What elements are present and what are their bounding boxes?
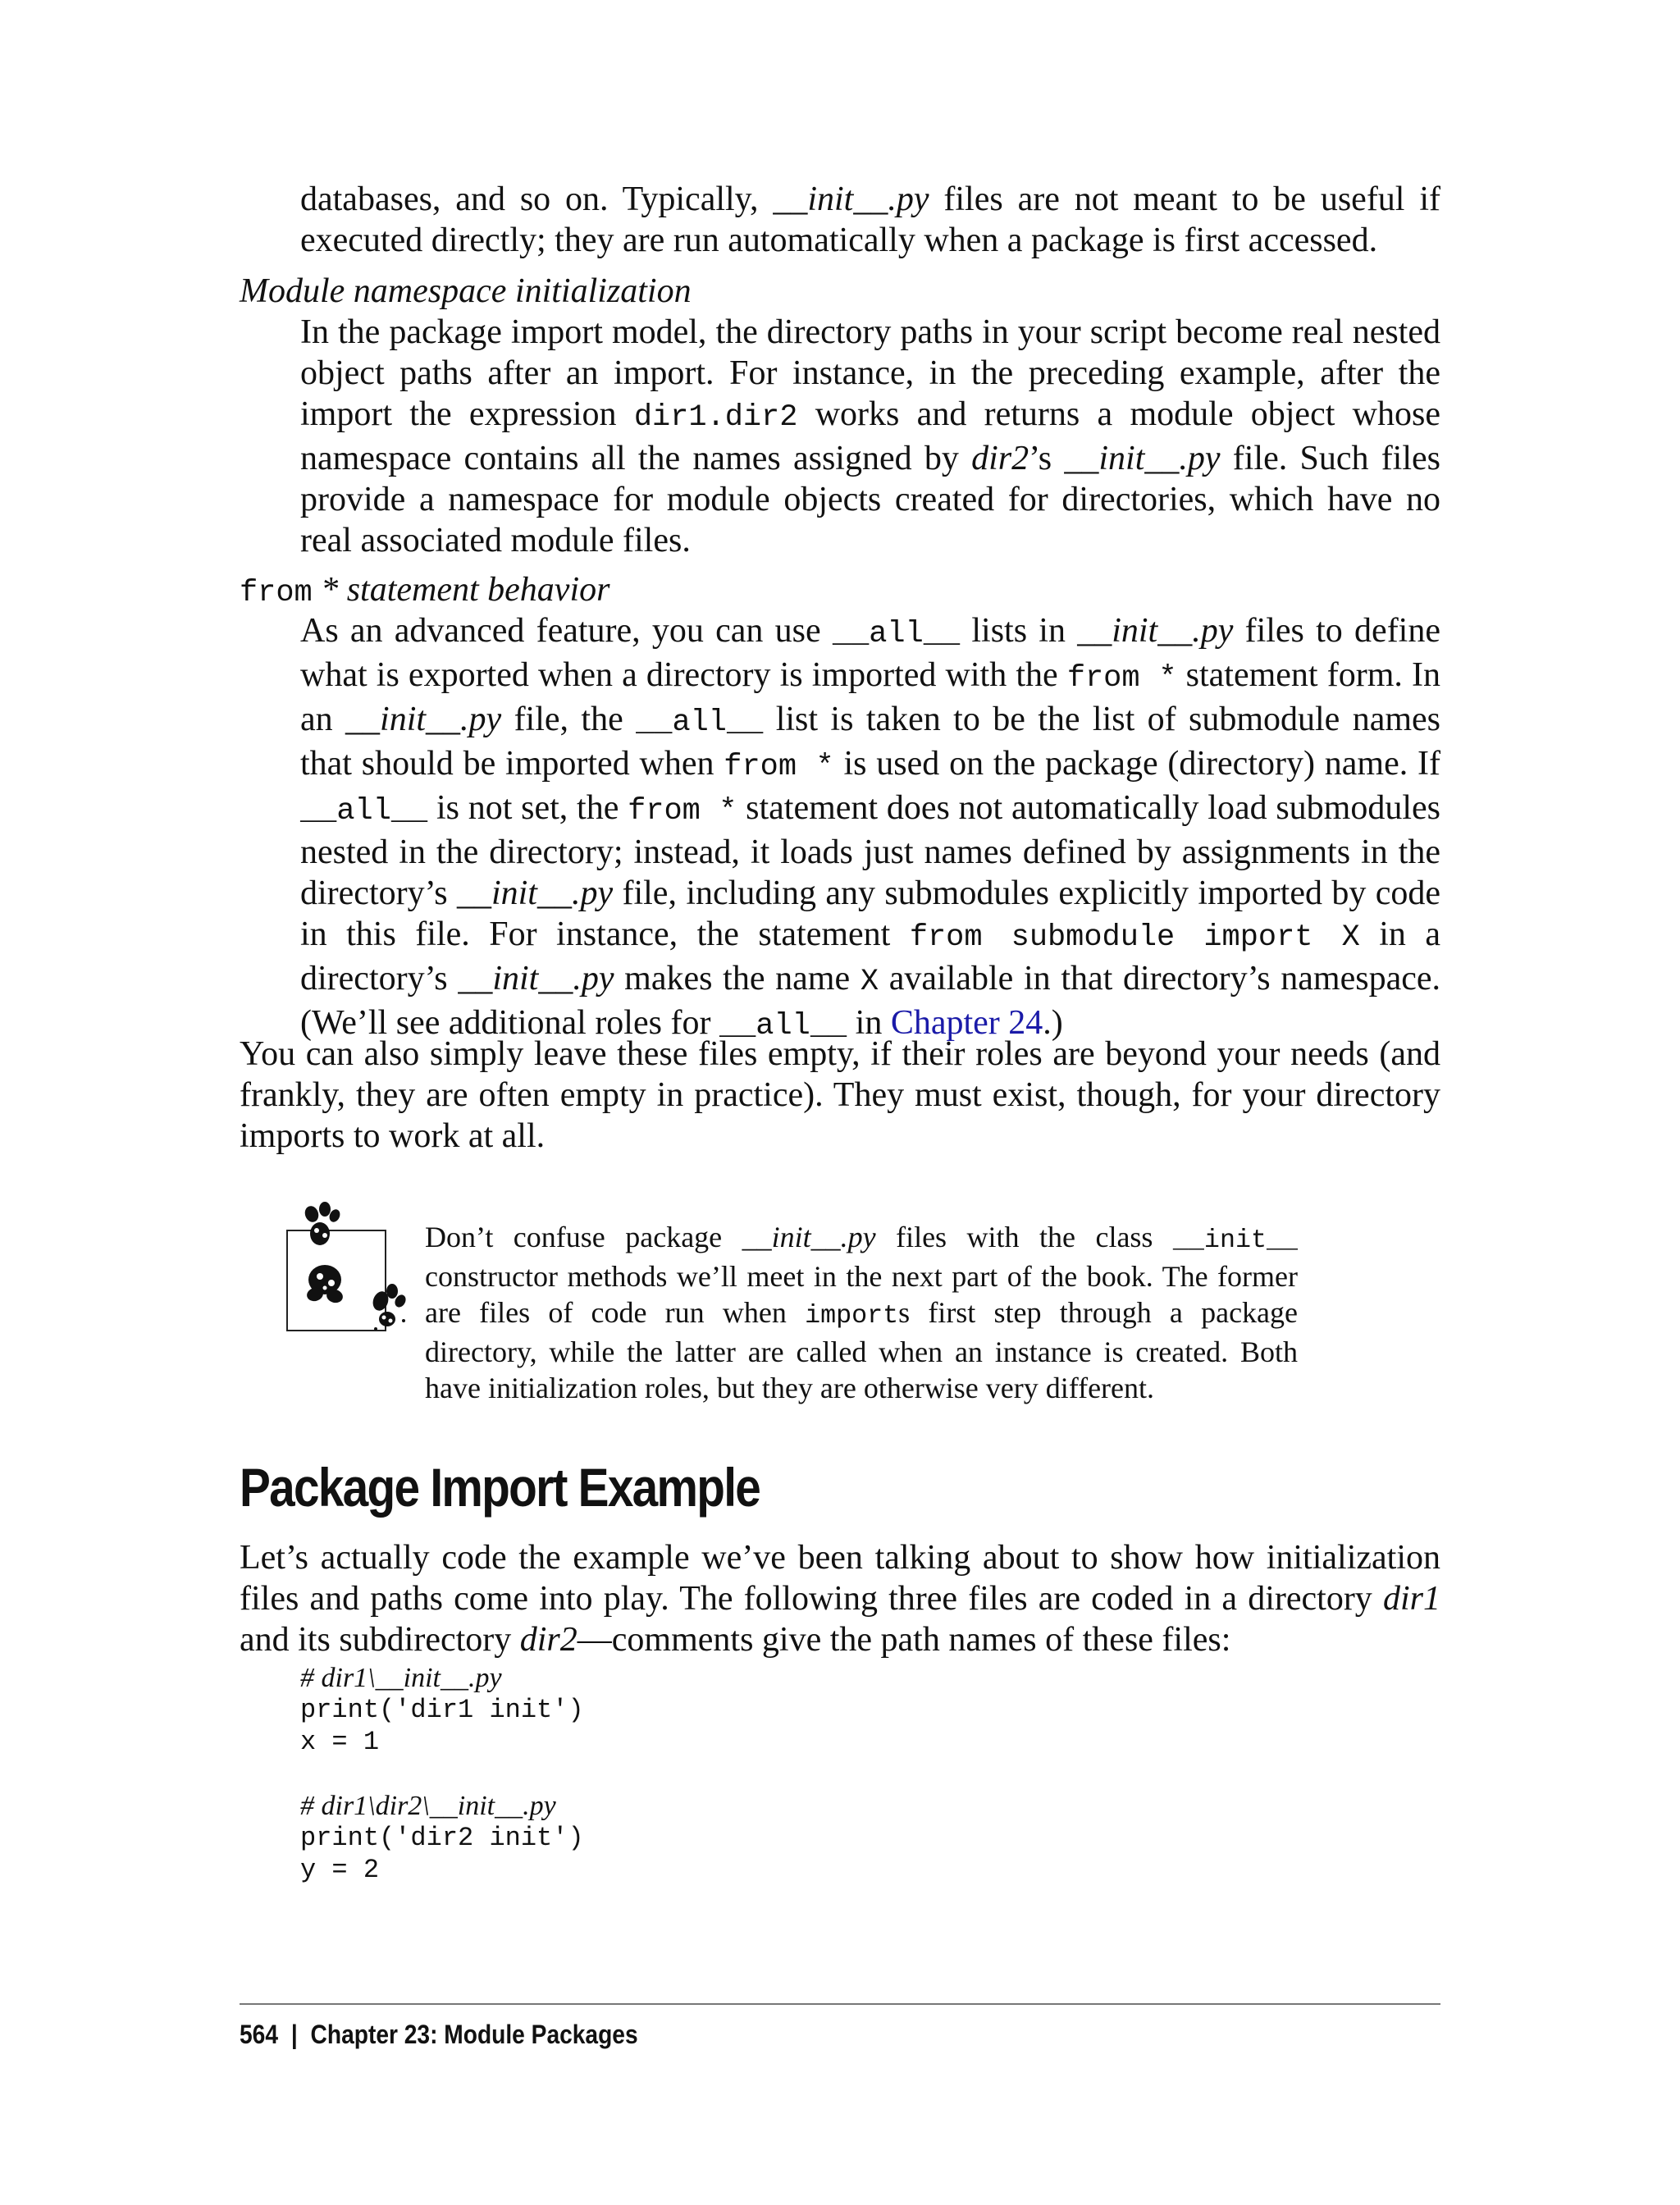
- paragraph-example-intro: [0, 1537, 1680, 1660]
- code-comment: # dir1\__init__.py: [300, 1663, 502, 1693]
- paragraph-from-star: [0, 610, 1680, 1047]
- paragraph-text: You can also simply leave these files empty, if their roles are beyond your needs (and frankly, they are often empty in practice). They must exist, though, for your directory imports to work at all.: [240, 1035, 1440, 1155]
- code-line: print('dir1 init'): [300, 1695, 584, 1725]
- footer-separator: |: [290, 2020, 298, 2049]
- section-heading: Package Import Example: [240, 1457, 760, 1518]
- chapter-24-link[interactable]: Chapter 24: [890, 1004, 1043, 1042]
- note-text: Don’t confuse package __init__.py files with the class __init__ constructor methods we’ll meet in the next part of the book. The former are files of code run when imports first step through a package directory, while the latter are called when an instance is created. Both have initialization roles, but they are otherwise very different.: [425, 1221, 1298, 1404]
- paragraph-empty-files: [0, 1034, 1680, 1157]
- term-module-namespace: [0, 271, 1680, 312]
- paragraph-text: In the package import model, the directory paths in your script become real nested object paths after an import. For instance, in the preceding example, after the import the expression dir1.dir2 works and returns a module object whose namespace contains all the names assigned by dir2’s __init__.py file. Such files provide a namespace for module objects created for directories, which have no real associated module files.: [300, 313, 1441, 559]
- tarsier-note-icon: [284, 1198, 415, 1337]
- chapter-title: Chapter 23: Module Packages: [310, 2020, 638, 2049]
- footer-rule: [240, 2003, 1440, 2005]
- page-number: 564: [240, 2020, 278, 2049]
- code-line: x = 1: [300, 1727, 380, 1757]
- filename: __init__.py: [773, 180, 929, 218]
- inline-code: dir1.dir2: [633, 400, 798, 435]
- paragraph-text: As an advanced feature, you can use __all__ lists in __init__.py files to define what is exported when a directory is imported with the from * statement form. In an __init__.py file, the __all__ list is taken to be the list of submodule names that should be imported when from * is used on the package (directory) name. If __all__ is not set, the from * statement does not automatically load submodules nested in the directory; instead, it loads just names defined by assignments in the directory’s __init__.py file, including any submodules explicitly imported by code in this file. For instance, the statement from submodule import X in a directory’s __init__.py makes the name X available in that directory’s namespace. (We’ll see additional roles for __all__ in Chapter 24.): [300, 612, 1441, 1043]
- inline-code: from: [240, 576, 313, 610]
- code-comment: # dir1\dir2\__init__.py: [300, 1791, 556, 1821]
- paragraph-text: databases, and so on. Typically, __init__.py files are not meant to be useful if executed directly; they are run automatically when a package is first accessed.: [300, 180, 1441, 259]
- paragraph-namespace: [0, 312, 1680, 561]
- page-footer: [240, 2016, 638, 2052]
- term-label: Module namespace initialization: [240, 272, 692, 310]
- term-label: from * statement behavior: [240, 571, 610, 610]
- paragraph-text: Let’s actually code the example we’ve been talking about to show how initialization files and paths come into play. The following three files are coded in a directory dir1 and its subdirectory dir2—comments give the path names of these files:: [240, 1539, 1440, 1659]
- term-from-star: [0, 569, 1680, 614]
- paragraph-continuation: [0, 179, 1680, 261]
- code-listing: [300, 1662, 584, 1886]
- code-line: print('dir2 init'): [300, 1823, 584, 1853]
- code-line: y = 2: [300, 1855, 380, 1885]
- code-blank-line: [300, 1758, 584, 1790]
